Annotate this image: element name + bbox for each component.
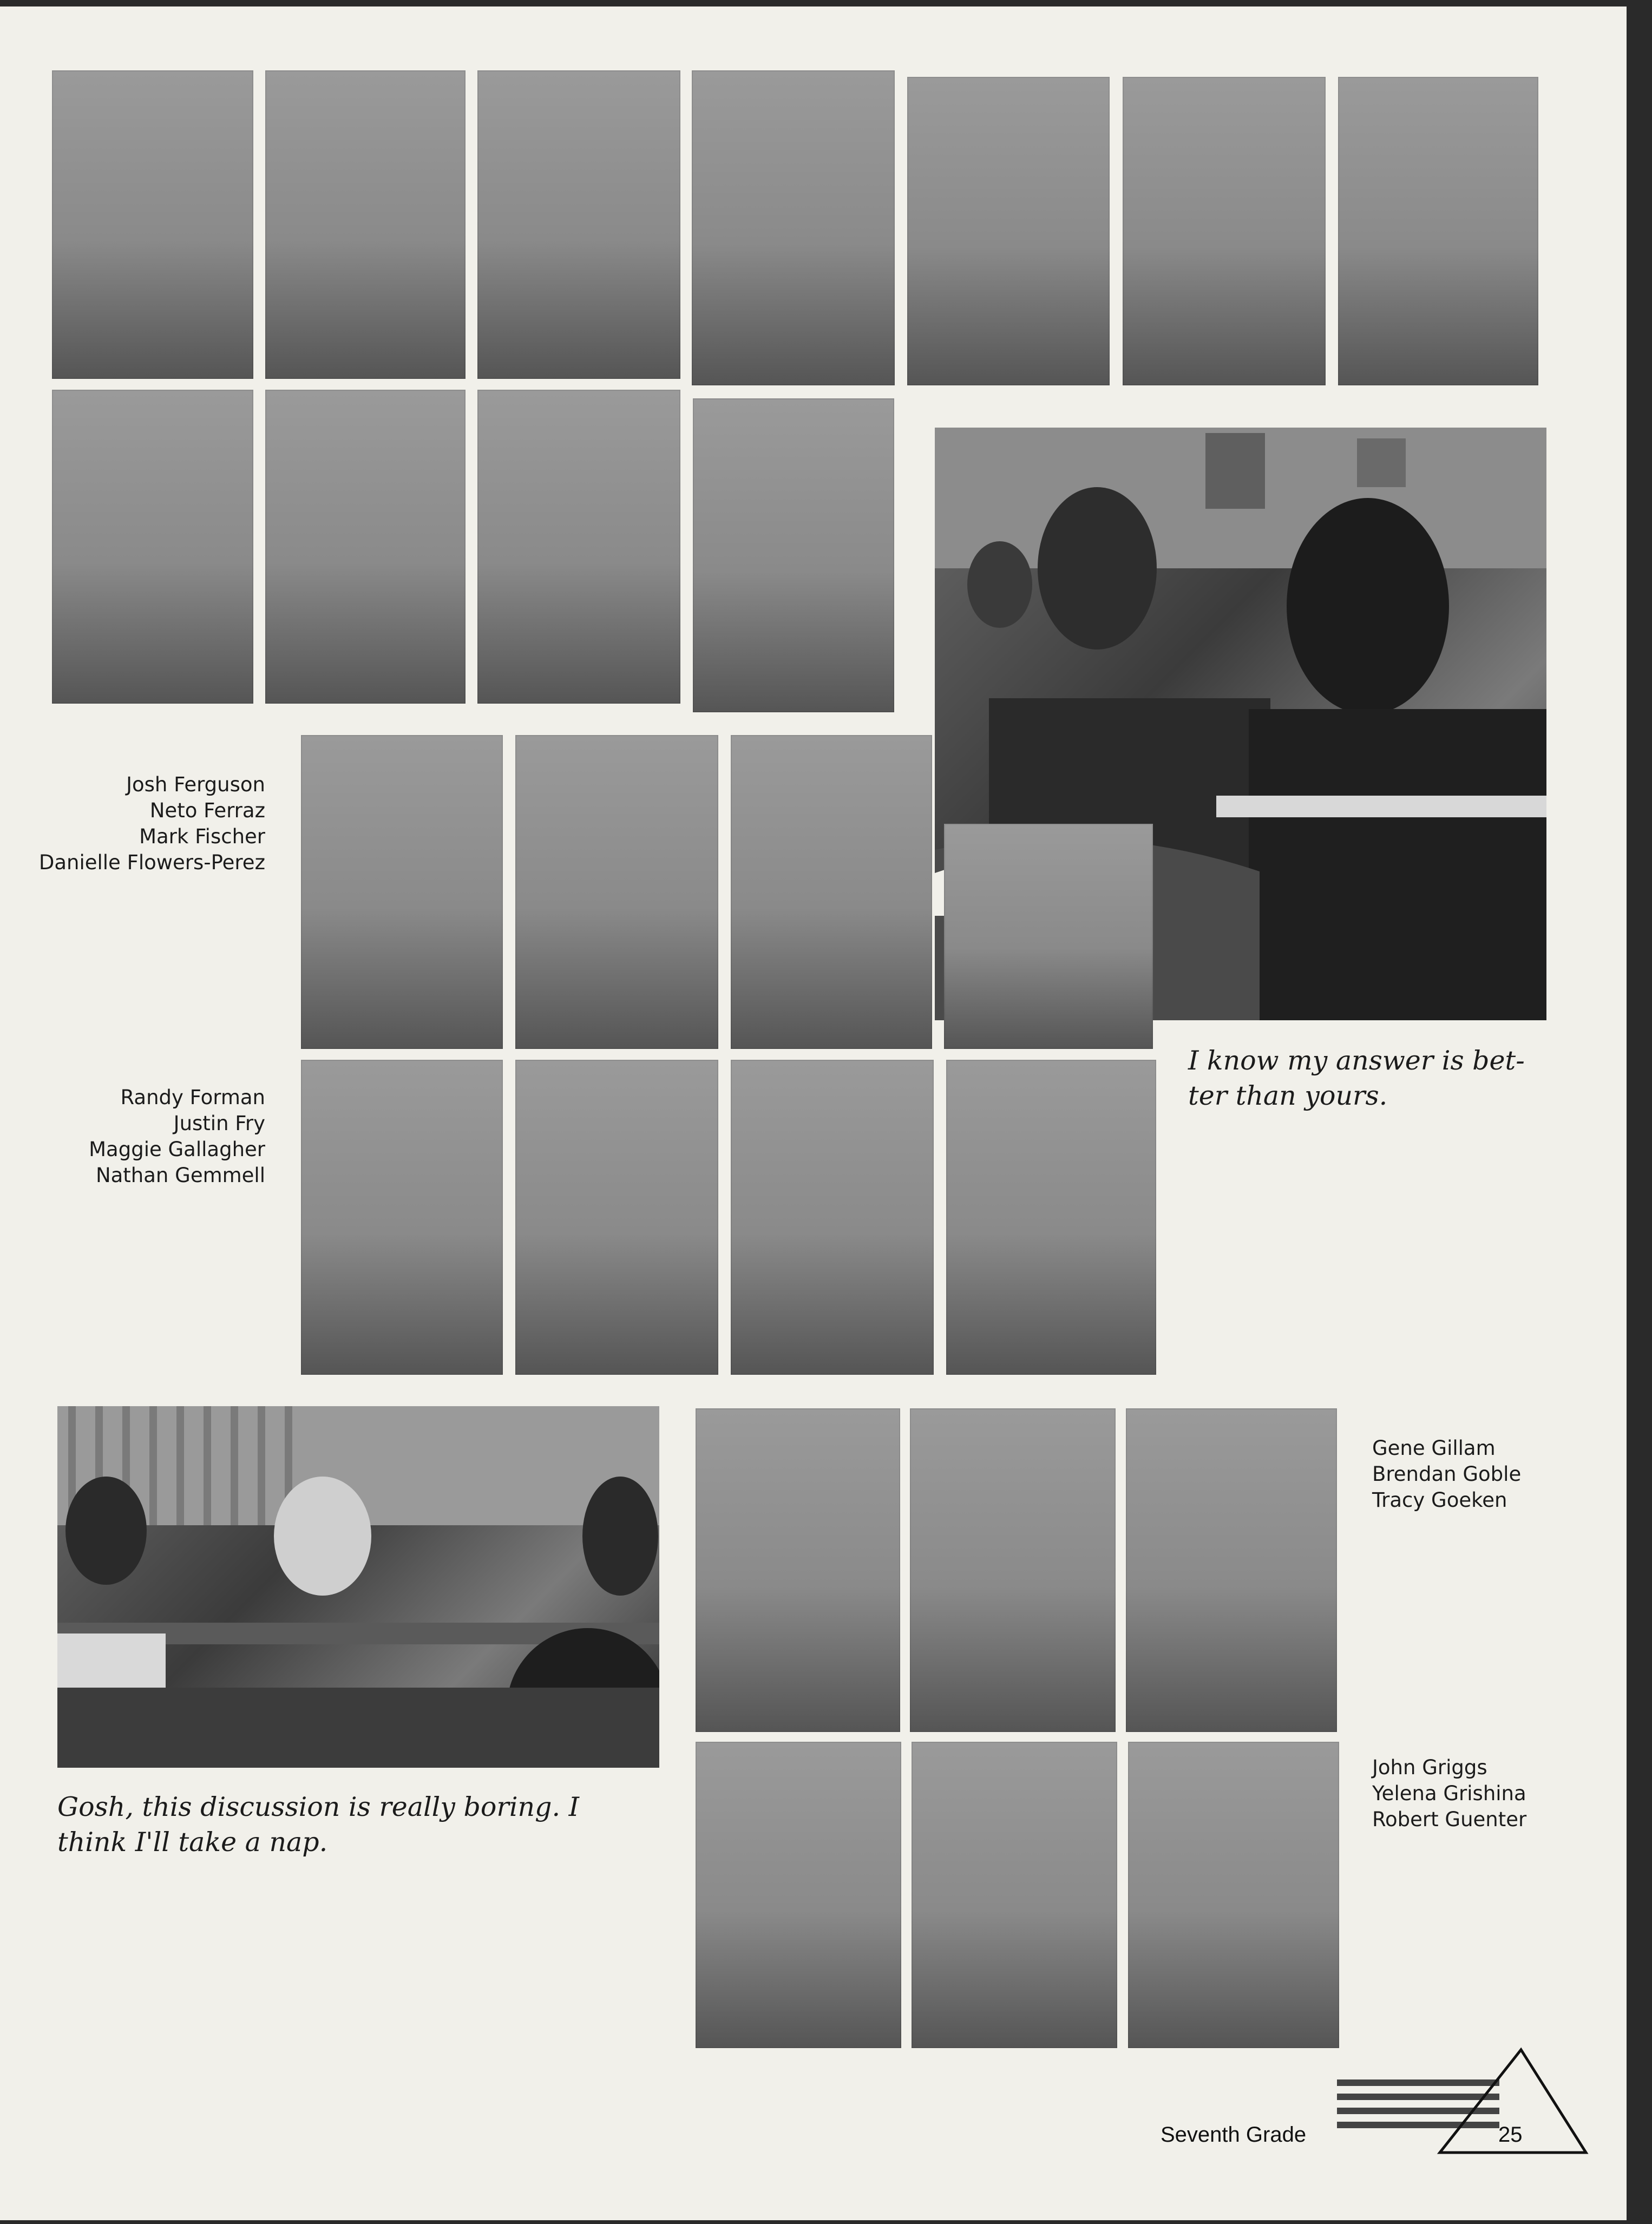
caption-line: ter than yours. [1188,1080,1388,1111]
name-list-group-2 [22,1085,265,1189]
portrait-photo [731,1060,934,1375]
portrait-photo [1128,1742,1339,2048]
portrait-photo [693,398,894,712]
student-name: Justin Fry [173,1112,265,1135]
student-name: Danielle Flowers-Perez [38,851,265,874]
yearbook-page [0,6,1627,2220]
portrait-photo [1338,77,1538,385]
student-name: Gene Gillam [1372,1436,1496,1460]
student-name: Yelena Grishina [1372,1782,1526,1805]
student-name: Tracy Goeken [1372,1488,1507,1512]
portrait-photo [52,390,253,704]
portrait-photo [477,390,680,704]
portrait-photo [696,1742,901,2048]
caption-line: Gosh, this discussion is really boring. I [57,1792,579,1822]
name-list-group-4 [1372,1755,1616,1833]
caption-line: I know my answer is bet- [1188,1045,1525,1076]
portrait-photo [515,1060,718,1375]
portrait-photo [477,70,680,379]
portrait-photo [731,735,932,1049]
page-number: 25 [1498,2123,1523,2147]
portrait-photo [301,735,503,1049]
caption-boring [57,1789,674,1860]
portrait-photo [1123,77,1326,385]
student-name: Mark Fischer [139,825,265,848]
student-name: Maggie Gallagher [89,1138,265,1161]
student-name: Josh Ferguson [126,773,265,796]
candid-photo-bored-students [57,1406,659,1768]
student-name: Robert Guenter [1372,1808,1527,1831]
portrait-photo [696,1408,900,1732]
portrait-photo [301,1060,503,1375]
portrait-photo [515,735,718,1049]
portrait-photo [912,1742,1117,2048]
portrait-photo [910,1408,1116,1732]
caption-answer [1188,1043,1556,1113]
caption-line: think I'll take a nap. [57,1827,328,1858]
student-name: John Griggs [1372,1756,1487,1779]
footer-section-label: Seventh Grade [1161,2123,1307,2147]
student-name: Randy Forman [120,1086,265,1109]
portrait-photo [265,70,466,379]
student-name: Nathan Gemmell [95,1164,265,1187]
student-name: Neto Ferraz [149,799,265,822]
portrait-photo [265,390,466,704]
portrait-photo [907,77,1110,385]
portrait-photo [692,70,895,385]
portrait-photo [1126,1408,1337,1732]
name-list-group-3 [1372,1435,1616,1513]
student-name: Brendan Goble [1372,1462,1522,1486]
portrait-photo [52,70,253,379]
name-list-group-1 [22,772,265,876]
triangle-stripes-logo [1337,2042,1591,2161]
portrait-photo [944,824,1153,1049]
portrait-photo [946,1060,1156,1375]
